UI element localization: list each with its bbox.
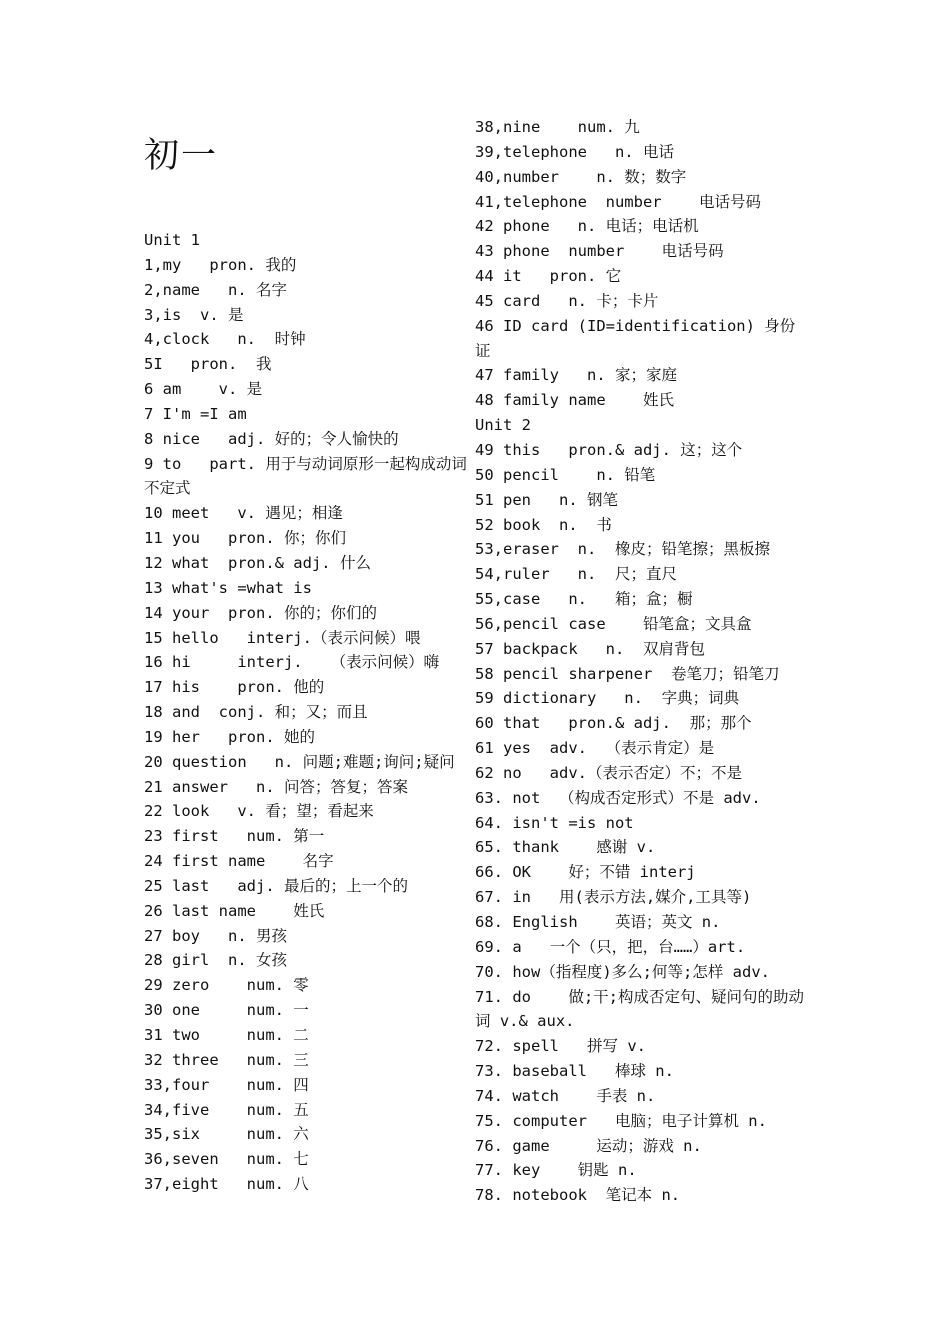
vocab-entry: 73. baseball 棒球 n.	[475, 1062, 674, 1081]
vocab-entry: 46 ID card (ID=identification) 身份证	[475, 316, 796, 360]
vocab-entry: 20 question n. 问题;难题;询问;疑问	[144, 752, 455, 771]
vocab-entry: 78. notebook 笔记本 n.	[475, 1186, 681, 1205]
page-title: 初一	[144, 136, 219, 176]
vocab-entry: 26 last name 姓氏	[144, 901, 325, 920]
vocab-entry: 24 first name 名字	[144, 852, 334, 871]
vocab-entry: 71. do 做;干;构成否定句、疑问句的助动词 v.& aux.	[475, 987, 804, 1031]
vocab-entry: 28 girl n. 女孩	[144, 951, 287, 970]
vocab-entry: 15 hello interj.（表示问候）喂	[144, 628, 421, 647]
vocab-entry: 76. game 运动；游戏 n.	[475, 1136, 702, 1155]
vocab-entry: 62 no adv.（表示否定）不；不是	[475, 763, 742, 782]
vocab-entry: 58 pencil sharpener 卷笔刀；铅笔刀	[475, 664, 780, 683]
vocab-entry: 4,clock n. 时钟	[144, 330, 306, 349]
vocab-entry: 65. thank 感谢 v.	[475, 838, 656, 857]
vocab-entry: Unit 1	[144, 231, 200, 249]
vocab-entry: Unit 2	[475, 416, 531, 435]
vocab-entry: 14 your pron. 你的；你们的	[144, 603, 377, 622]
vocab-entry: 49 this pron.& adj. 这；这个	[475, 440, 743, 459]
vocab-entry: 60 that pron.& adj. 那；那个	[475, 714, 752, 733]
vocab-entry: 52 book n. 书	[475, 515, 612, 534]
vocab-entry: 11 you pron. 你；你们	[144, 529, 346, 548]
vocab-entry: 61 yes adv. （表示肯定）是	[475, 739, 715, 758]
vocab-entry: 25 last adj. 最后的；上一个的	[144, 876, 408, 895]
vocab-entry: 72. spell 拼写 v.	[475, 1037, 646, 1056]
vocab-entry: 1,my pron. 我的	[144, 255, 297, 274]
vocab-entry: 74. watch 手表 n.	[475, 1086, 656, 1105]
vocab-entry: 33,four num. 四	[144, 1075, 309, 1094]
vocab-entry: 17 his pron. 他的	[144, 678, 325, 697]
vocab-entry: 2,name n. 名字	[144, 280, 287, 299]
vocab-entry: 69. a 一个（只，把，台……）art.	[475, 937, 746, 956]
vocab-entry: 64. isn't =is not	[475, 813, 634, 832]
vocab-entry: 42 phone n. 电话；电话机	[475, 217, 699, 236]
vocab-column-right	[475, 115, 810, 1208]
vocab-entry: 63. not （构成否定形式）不是 adv.	[475, 788, 761, 807]
vocab-entry: 53,eraser n. 橡皮；铅笔擦；黑板擦	[475, 540, 770, 559]
vocab-entry: 37,eight num. 八	[144, 1175, 309, 1194]
vocab-entry: 47 family n. 家；家庭	[475, 366, 677, 385]
vocab-entry: 55,case n. 箱；盒；橱	[475, 590, 693, 609]
vocab-entry: 3,is v. 是	[144, 305, 244, 324]
vocab-entry: 18 and conj. 和；又；而且	[144, 703, 368, 722]
vocab-entry: 35,six num. 六	[144, 1125, 309, 1144]
vocab-entry: 10 meet v. 遇见；相逢	[144, 504, 343, 523]
vocab-entry: 70. how（指程度)多么;何等;怎样 adv.	[475, 962, 770, 981]
vocab-column-left	[144, 228, 479, 1197]
vocab-entry: 6 am v. 是	[144, 380, 263, 399]
vocab-entry: 13 what's =what is	[144, 578, 312, 597]
vocab-entry: 38,nine num. 九	[475, 118, 640, 136]
vocab-entry: 30 one num. 一	[144, 1001, 309, 1020]
vocab-entry: 41,telephone number 电话号码	[475, 192, 761, 211]
vocab-entry: 5I pron. 我	[144, 355, 272, 374]
vocab-entry: 57 backpack n. 双肩背包	[475, 639, 705, 658]
vocab-entry: 32 three num. 三	[144, 1050, 309, 1069]
vocab-entry: 19 her pron. 她的	[144, 727, 315, 746]
vocab-entry: 54,ruler n. 尺；直尺	[475, 565, 677, 584]
vocab-entry: 67. in 用(表示方法,媒介,工具等)	[475, 888, 752, 907]
vocab-entry: 21 answer n. 问答；答复；答案	[144, 777, 408, 796]
vocab-entry: 9 to part. 用于与动词原形一起构成动词不定式	[144, 454, 467, 498]
vocab-entry: 77. key 钥匙 n.	[475, 1161, 637, 1180]
vocab-entry: 56,pencil case 铅笔盒；文具盒	[475, 614, 752, 633]
vocab-entry: 22 look v. 看；望；看起来	[144, 802, 374, 821]
vocab-entry: 48 family name 姓氏	[475, 391, 674, 410]
vocab-entry: 23 first num. 第一	[144, 827, 325, 846]
vocab-entry: 44 it pron. 它	[475, 267, 622, 286]
vocab-entry: 27 boy n. 男孩	[144, 926, 287, 945]
vocab-entry: 59 dictionary n. 字典；词典	[475, 689, 740, 708]
vocab-entry: 36,seven num. 七	[144, 1150, 309, 1169]
vocab-entry: 40,number n. 数；数字	[475, 167, 687, 186]
vocab-entry: 66. OK 好；不错 interj	[475, 863, 696, 882]
vocab-entry: 75. computer 电脑；电子计算机 n.	[475, 1111, 767, 1130]
vocab-entry: 51 pen n. 钢笔	[475, 490, 618, 509]
vocab-entry: 8 nice adj. 好的；令人愉快的	[144, 429, 399, 448]
vocab-entry: 45 card n. 卡；卡片	[475, 291, 659, 310]
vocab-entry: 31 two num. 二	[144, 1026, 309, 1044]
vocab-entry: 29 zero num. 零	[144, 976, 309, 995]
vocab-entry: 50 pencil n. 铅笔	[475, 465, 656, 484]
vocab-entry: 39,telephone n. 电话	[475, 142, 674, 161]
vocab-entry: 43 phone number 电话号码	[475, 242, 724, 261]
vocab-entry: 7 I'm =I am	[144, 404, 247, 423]
vocab-entry: 16 hi interj. （表示问候）嗨	[144, 653, 440, 672]
vocab-entry: 68. English 英语；英文 n.	[475, 913, 721, 931]
vocab-entry: 12 what pron.& adj. 什么	[144, 553, 371, 572]
vocab-entry: 34,five num. 五	[144, 1100, 309, 1119]
